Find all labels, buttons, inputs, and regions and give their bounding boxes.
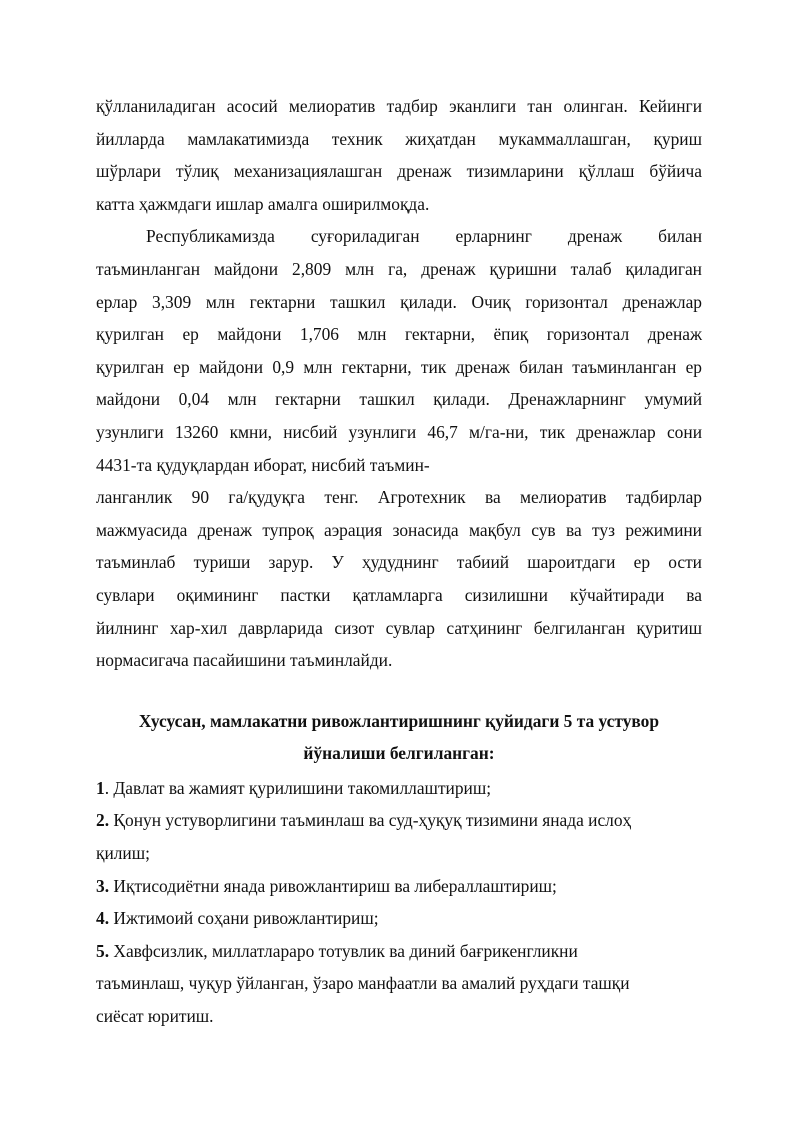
text-line: шўрлари тўлиқ механизациялашган дренаж тизимларини қўллаш бўйича	[96, 161, 702, 182]
paragraph-drainage-intro	[96, 90, 702, 220]
text-line: таъминлаб туриши зарур. У ҳудуднинг табиий шароитдаги ер ости	[96, 552, 702, 573]
list-item-number: 1	[96, 777, 105, 798]
list-item	[96, 772, 702, 805]
text-line: узунлиги 13260 кмни, нисбий узунлиги 46,7 м/га-ни, тик дренажлар сони	[96, 421, 702, 442]
paragraph-drainage-function	[96, 481, 702, 677]
spacer	[96, 677, 702, 705]
list-item-number: 4.	[96, 908, 110, 929]
text-line: йилнинг хар-хил даврларида сизот сувлар сатҳининг белгиланган қуритиш	[96, 617, 702, 638]
text-line: катта ҳажмдаги ишлар амалга оширилмоқда.	[96, 193, 430, 214]
list-item-text: Хавфсизлик, миллатлараро тотувлик ва диний бағрикенгликни	[113, 940, 578, 961]
list-item-text: Қонун устуворлигини таъминлаш ва суд-ҳуқуқ тизимини янада ислоҳ	[113, 810, 632, 831]
heading-line: йўналиши белгиланган:	[303, 743, 495, 764]
heading-line: Хусусан, мамлакатни ривожлантиришнинг қуйидаги 5 та устувор	[138, 710, 660, 731]
list-item-number: 5.	[96, 940, 110, 961]
text-line: сувлари оқимининг пастки қатламларга сизилишни кўчайтиради ва	[96, 584, 702, 605]
list-item	[96, 935, 702, 1033]
list-item-text: Давлат ва жамият қурилишини такомиллаштириш;	[113, 777, 492, 798]
document-body	[96, 90, 702, 1033]
list-item-text: қилиш;	[96, 843, 150, 864]
list-item-text: сиёсат юритиш.	[96, 1006, 214, 1027]
text-line: таъминланган майдони 2,809 млн га, дренаж қуришни талаб қиладиган	[96, 258, 702, 279]
list-item-text: таъминлаш, чуқур ўйланган, ўзаро манфаатли ва амалий руҳдаги ташқи	[96, 973, 630, 994]
text-line: ланганлик 90 га/қудуқга тенг. Агротехник ва мелиоратив тадбирлар	[96, 487, 702, 508]
list-item	[96, 870, 702, 903]
text-line: қўлланиладиган асосий мелиоратив тадбир эканлиги тан олинган. Кейинги	[96, 96, 702, 116]
text-line: қурилган ер майдони 1,706 млн гектарни, ёпиқ горизонтал дренаж	[96, 324, 702, 345]
text-line: майдони 0,04 млн гектарни ташкил қилади. Дренажларнинг умумий	[96, 389, 702, 410]
list-item-text: Иқтисодиётни янада ривожлантириш ва либераллаштириш;	[113, 875, 557, 896]
text-line: йилларда мамлакатимизда техник жиҳатдан мукаммаллашган, қуриш	[96, 128, 702, 149]
text-line: Республикамизда суғориладиган ерларнинг дренаж билан	[146, 226, 702, 247]
list-item-separator: .	[104, 777, 110, 798]
text-line: мажмуасида дренаж тупроқ аэрация зонасида мақбул сув ва туз режимини	[96, 519, 702, 540]
list-item-number: 3.	[96, 875, 110, 896]
text-line: 4431-та қудуқлардан иборат, нисбий таъмин-	[96, 454, 430, 475]
list-item	[96, 902, 702, 935]
list-item-text: Ижтимоий соҳани ривожлантириш;	[113, 908, 379, 929]
section-heading	[96, 705, 702, 770]
text-line: нормасигача пасайишини таъминлайди.	[96, 650, 393, 671]
priority-directions-list	[96, 772, 702, 1033]
text-line: ерлар 3,309 млн гектарни ташкил қилади. Очиқ горизонтал дренажлар	[96, 291, 702, 312]
paragraph-drainage-statistics	[96, 220, 702, 481]
text-line: қурилган ер майдони 0,9 млн гектарни, тик дренаж билан таъминланган ер	[96, 356, 702, 377]
list-item-number: 2.	[96, 810, 110, 831]
list-item	[96, 804, 702, 869]
